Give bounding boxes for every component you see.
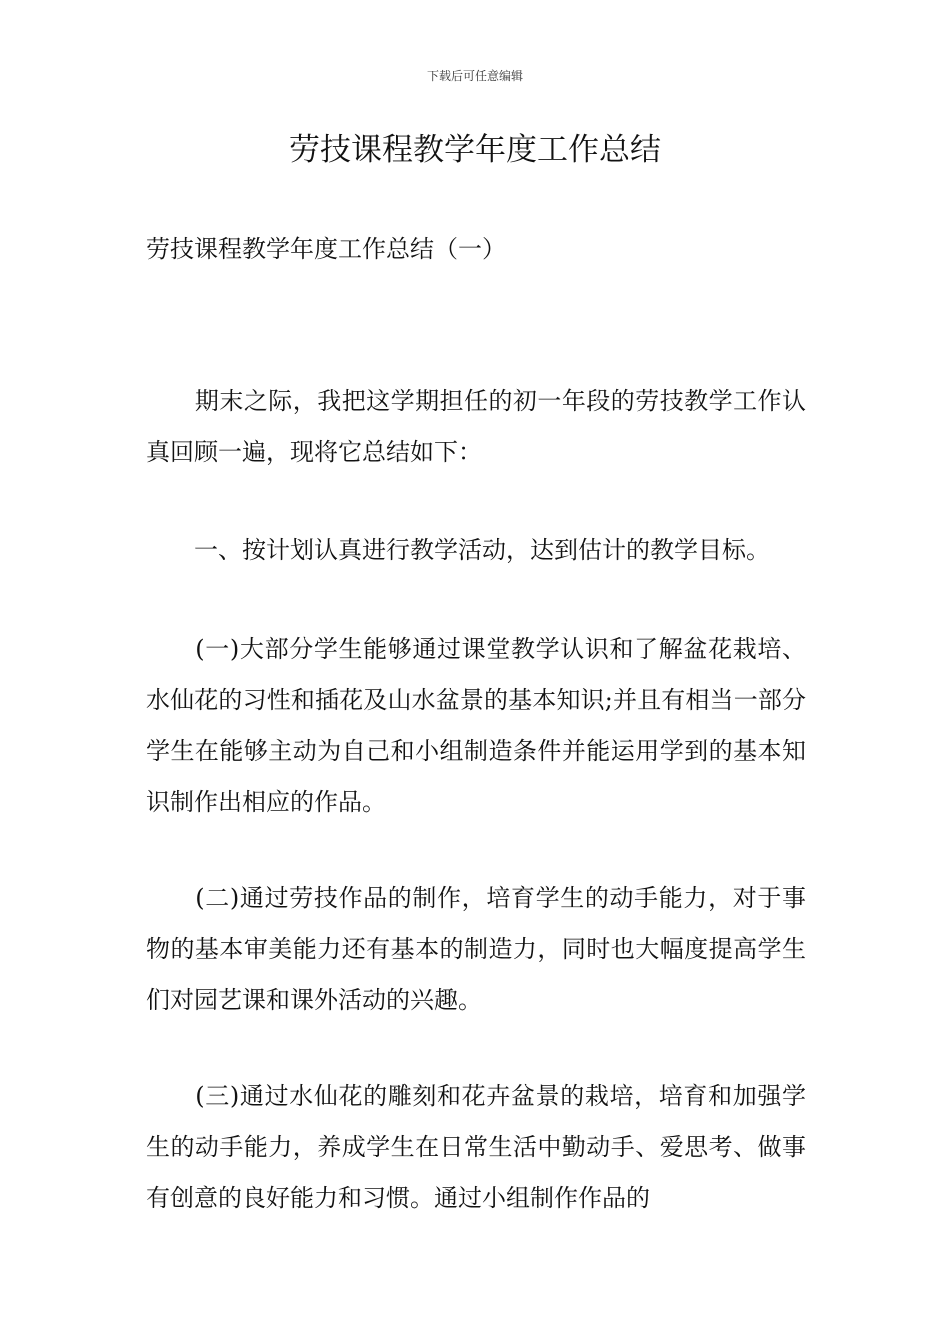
header-note: 下载后可任意编辑 bbox=[426, 69, 523, 83]
paragraph-section-1-heading: 一、按计划认真进行教学活动，达到估计的教学目标。 bbox=[146, 536, 770, 564]
paragraph-item-1: (一)大部分学生能够通过课堂教学认识和了解盆花栽培、水仙花的习性和插花及山水盆景的基本知识;并且有相当一部分学生在能够主动为自己和小组制造条件并能运用学到的基本知识制作出相应的作品。 bbox=[146, 635, 806, 816]
document-subtitle: 劳技课程教学年度工作总结（一） bbox=[146, 235, 506, 263]
document-title: 劳技课程教学年度工作总结 bbox=[289, 132, 661, 168]
paragraph-item-3: (三)通过水仙花的雕刻和花卉盆景的栽培，培育和加强学生的动手能力，养成学生在日常生活中勤动手、爱思考、做事有创意的良好能力和习惯。通过小组制作作品的 bbox=[146, 1082, 806, 1212]
paragraph-intro: 期末之际，我把这学期担任的初一年段的劳技教学工作认真回顾一遍，现将它总结如下： bbox=[146, 387, 806, 466]
paragraph-item-2: (二)通过劳技作品的制作，培育学生的动手能力，对于事物的基本审美能力还有基本的制造力，同时也大幅度提高学生们对园艺课和课外活动的兴趣。 bbox=[146, 884, 806, 1014]
